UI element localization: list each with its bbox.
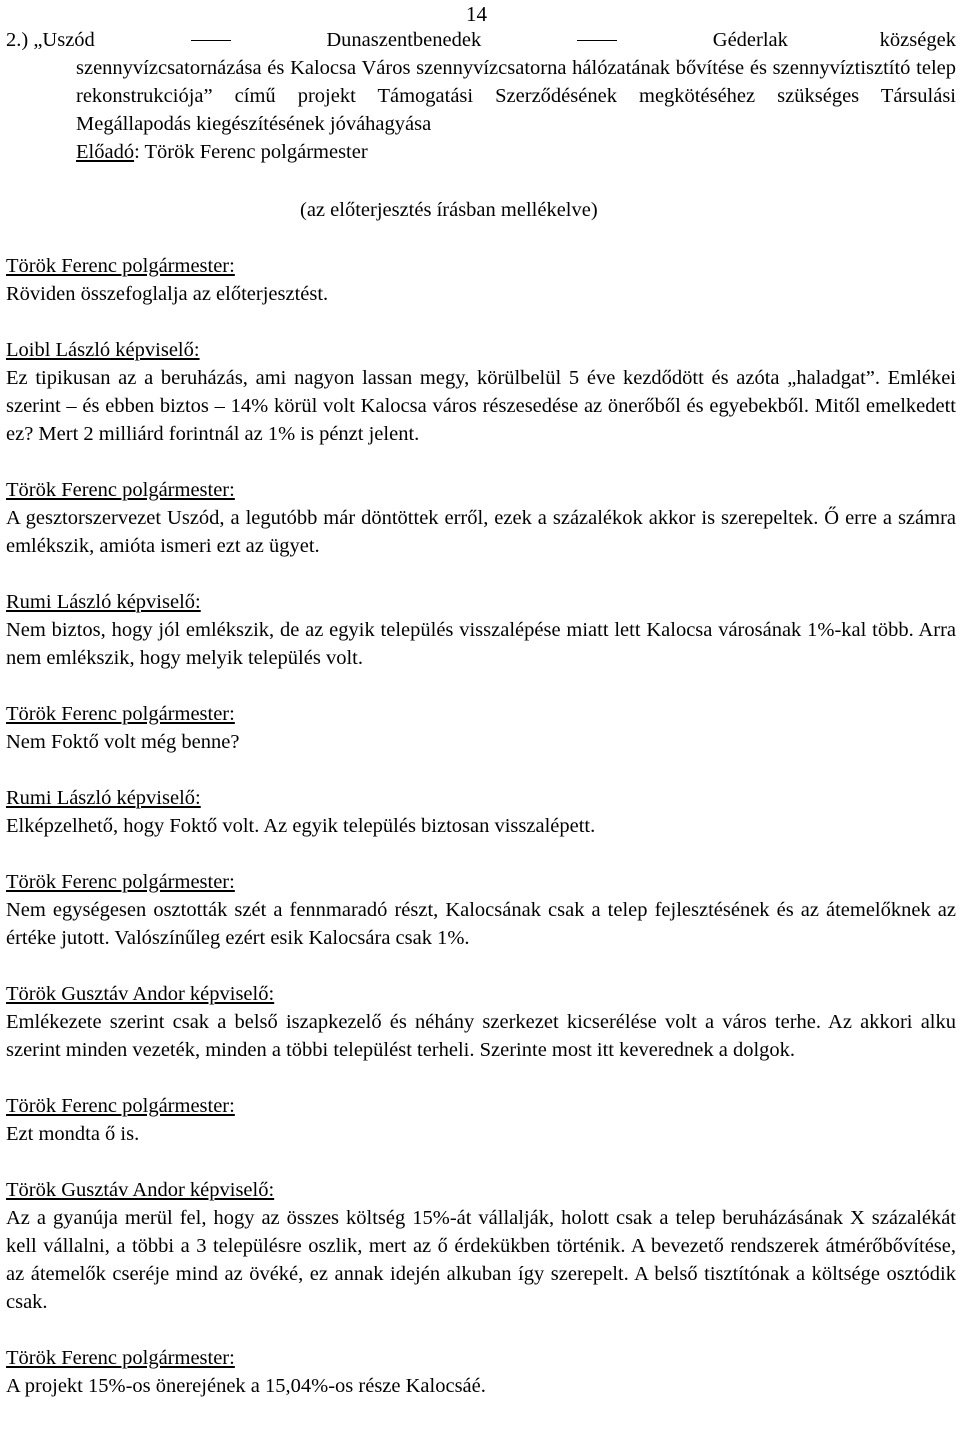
agenda-title-part: Dunaszentbenedek [326, 29, 482, 51]
speaker-label: Török Gusztáv Andor képviselő: [6, 983, 275, 1005]
page-number: 14 [466, 2, 487, 26]
speech-text: Ezt mondta ő is. [6, 1123, 140, 1145]
minutes-entry [6, 1092, 956, 1148]
speaker-label: Rumi László képviselő: [6, 591, 201, 613]
agenda-title-line [6, 26, 956, 54]
speaker-label: Török Ferenc polgármester: [6, 1347, 235, 1369]
minutes-entry [6, 1176, 956, 1316]
speech-text: Az a gyanúja merül fel, hogy az összes költség 15%-át vállalják, holott csak a telep beruházásának X százalékát kell vállalni, a többi a 3 településre oszlik, mert az ő érdekükben történik. A bevezető rendszerek átmérőbővítése, az átemelők cseréje mind az övéké, ez annak idején alkuban így szerepelt. A belső tisztítónak a költsége osztódik csak. [6, 1207, 956, 1313]
dash-divider [191, 40, 231, 41]
agenda-presenter [76, 138, 956, 166]
speaker-label: Török Gusztáv Andor képviselő: [6, 1179, 275, 1201]
minutes-entry [6, 1344, 956, 1400]
agenda-number: 2.) [6, 29, 29, 51]
speaker-label: Török Ferenc polgármester: [6, 871, 235, 893]
speech-text: Ez tipikusan az a beruházás, ami nagyon lassan megy, körülbelül 5 éve kezdődött és azóta „haladgat”. Emlékei szerint – és ebben biztos – 14% körül volt Kalocsa város részesedése az önerőből és egyebekből. Mitől emelkedett ez? Mert 2 milliárd forintnál az 1% is pénzt jelent. [6, 367, 956, 445]
agenda-title-rest: szennyvízcsatornázása és Kalocsa Város szennyvízcsatorna hálózatának bővítése és szennyvíztisztító telep rekonstrukciója” című projekt Támogatási Szerződésének megkötéséhez szükséges Társulási Megállapodás kiegészítésének jóváhagyása [76, 57, 956, 135]
speaker-label: Török Ferenc polgármester: [6, 1095, 235, 1117]
agenda-item [6, 26, 956, 166]
speech-text: A gesztorszervezet Uszód, a legutóbb már döntöttek erről, ezek a százalékok akkor is szerepeltek. Ő erre a számra emlékszik, amióta ismeri ezt az ügyet. [6, 507, 956, 557]
minutes-entry [6, 868, 956, 952]
minutes-entry [6, 336, 956, 448]
speech-text: Elképzelhető, hogy Foktő volt. Az egyik település biztosan visszalépett. [6, 815, 596, 837]
presenter-name: : Török Ferenc polgármester [134, 141, 368, 163]
speech-text: A projekt 15%-os önerejének a 15,04%-os része Kalocsáé. [6, 1375, 486, 1397]
presenter-label: Előadó [76, 141, 135, 163]
agenda-title-part: községek [879, 29, 956, 51]
speech-text: Emlékezete szerint csak a belső iszapkezelő és néhány szerkezet kicserélése volt a város terhe. Az akkori alku szerint minden vezeték, minden a többi települést terheli. Szerinte most itt keverednek a dolgok. [6, 1011, 956, 1061]
minutes-body [6, 252, 956, 1428]
speech-text: Nem egységesen osztották szét a fennmaradó részt, Kalocsának csak a telep fejlesztésének és az átemelőknek az értéke jutott. Valószínűleg ezért esik Kalocsára csak 1%. [6, 899, 956, 949]
agenda-title-part: Géderlak [712, 29, 788, 51]
speech-text: Röviden összefoglalja az előterjesztést. [6, 283, 329, 305]
minutes-entry [6, 588, 956, 672]
attachment-note: (az előterjesztés írásban mellékelve) [300, 199, 598, 221]
agenda-title-start: „Uszód [33, 29, 95, 51]
minutes-entry [6, 476, 956, 560]
speech-text: Nem Foktő volt még benne? [6, 731, 240, 753]
minutes-entry [6, 252, 956, 308]
speaker-label: Loibl László képviselő: [6, 339, 200, 361]
speech-text: Nem biztos, hogy jól emlékszik, de az egyik település visszalépése miatt lett Kalocsa városának 1%-kal több. Arra nem emlékszik, hogy melyik település volt. [6, 619, 956, 669]
speaker-label: Török Ferenc polgármester: [6, 255, 235, 277]
minutes-entry [6, 700, 956, 756]
minutes-entry [6, 784, 956, 840]
minutes-entry [6, 980, 956, 1064]
dash-divider [577, 40, 617, 41]
speaker-label: Rumi László képviselő: [6, 787, 201, 809]
speaker-label: Török Ferenc polgármester: [6, 479, 235, 501]
speaker-label: Török Ferenc polgármester: [6, 703, 235, 725]
